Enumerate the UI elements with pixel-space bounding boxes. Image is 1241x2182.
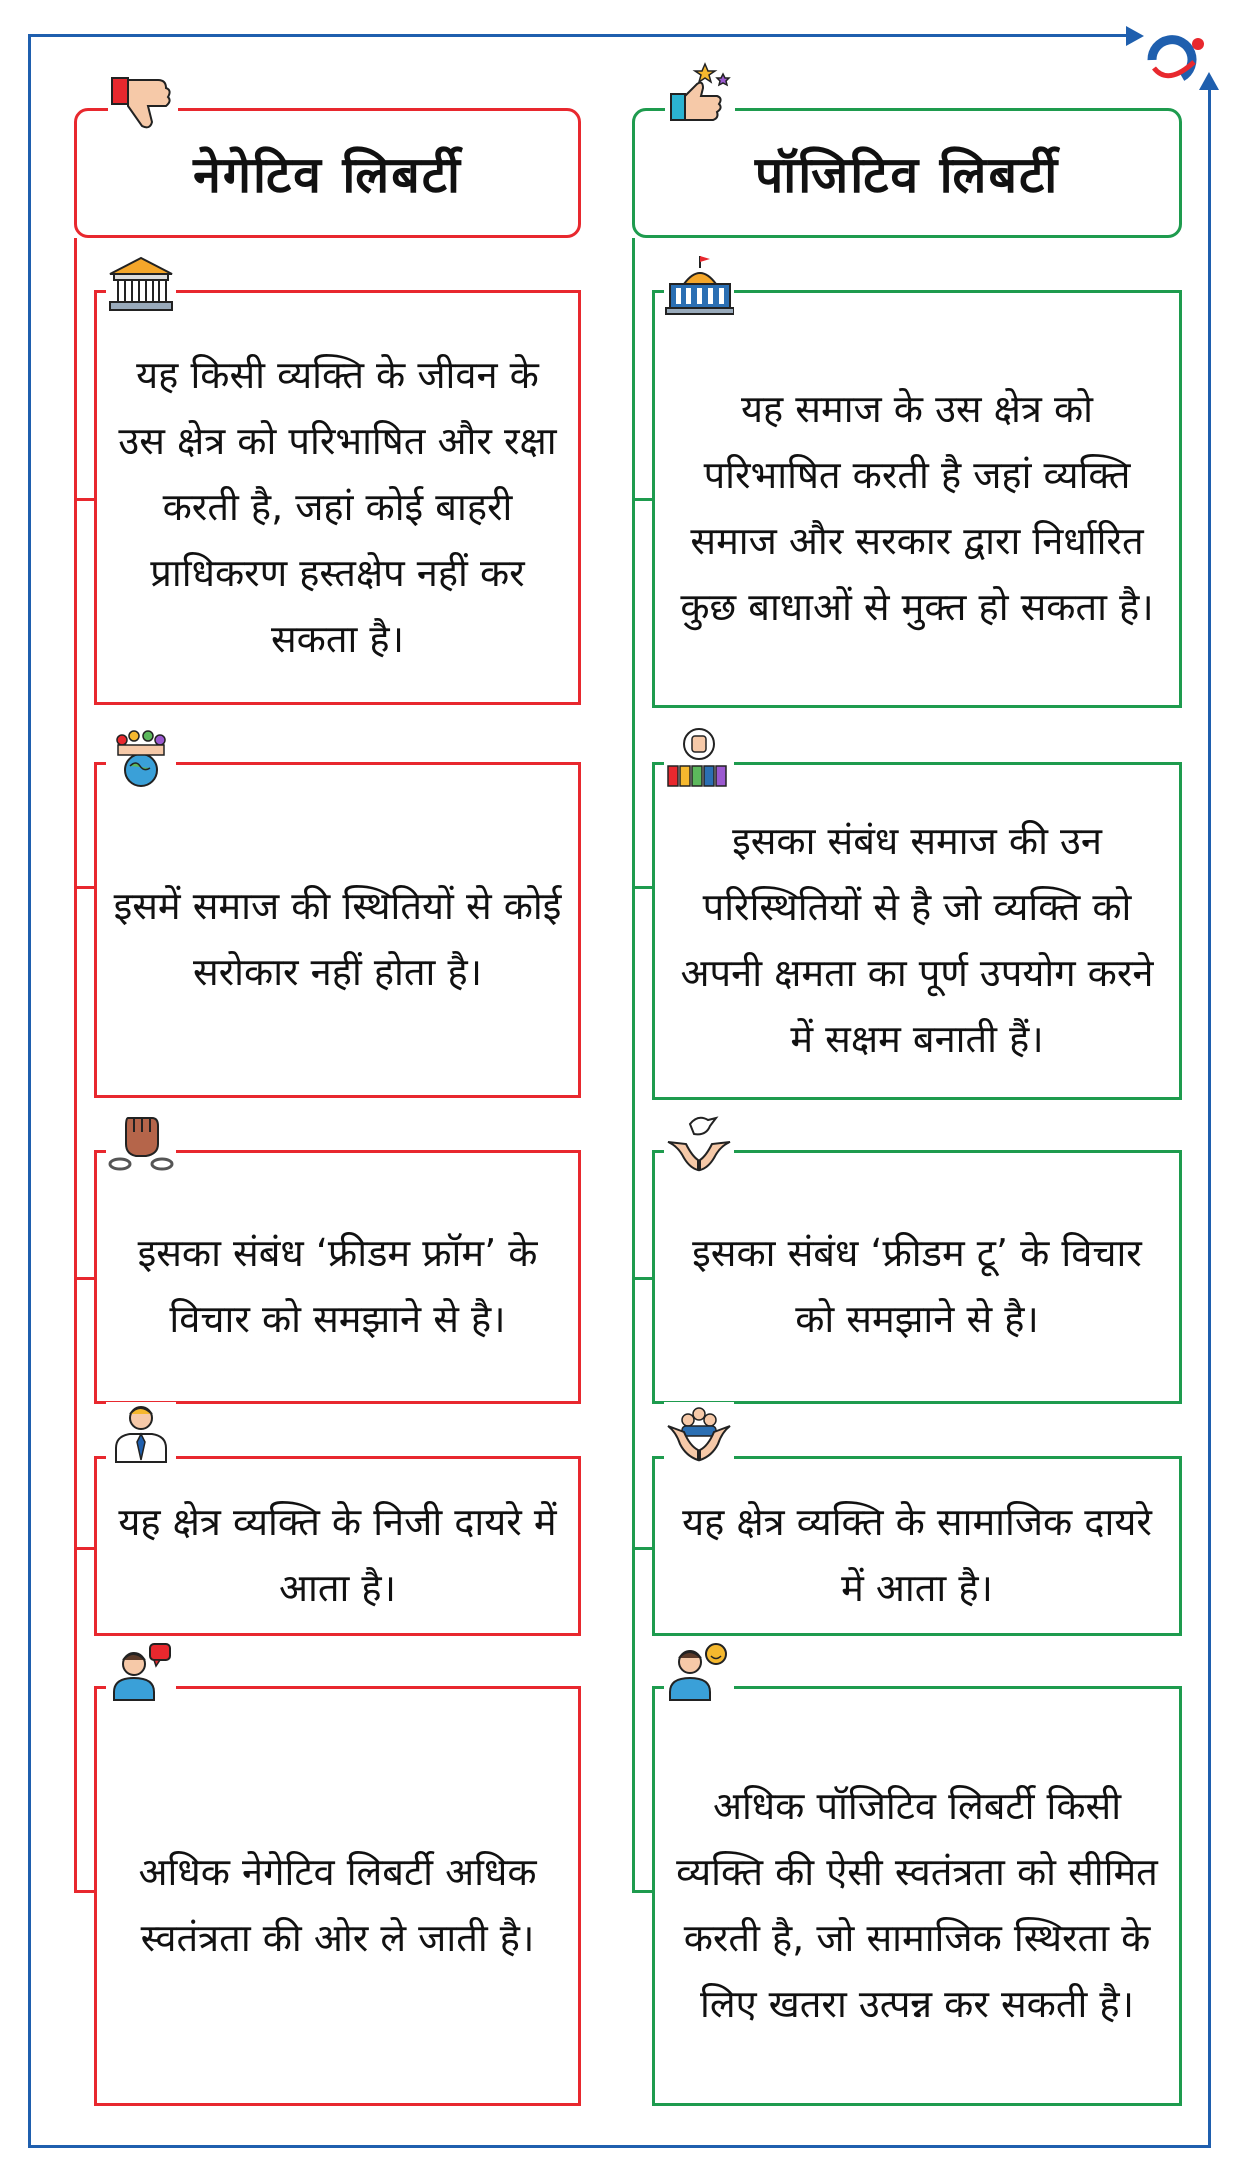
negative-card-1-text: यह किसी व्यक्ति के जीवन के उस क्षेत्र को परिभाषित और रक्षा करती है, जहां कोई बाहरी प्राधिकरण हस्तक्षेप नहीं कर सकता है। [118, 352, 557, 661]
positive-card-4 [652, 1456, 1182, 1636]
thumbs-up-stars-icon [665, 62, 735, 124]
positive-liberty-header [632, 108, 1182, 238]
negative-card-3 [94, 1150, 581, 1404]
negative-card-2-text: इसमें समाज की स्थितियों से कोई सरोकार नहीं होता है। [113, 884, 562, 994]
positive-connector-stub [632, 1547, 652, 1550]
negative-connector-stub [74, 1277, 94, 1280]
businessman-icon [106, 1402, 176, 1464]
hands-community-icon [664, 1402, 734, 1464]
people-smile-icon [664, 1640, 734, 1702]
positive-card-1-text: यह समाज के उस क्षेत्र को परिभाषित करती है जहां व्यक्ति समाज और सरकार द्वारा निर्धारित कुछ बाधाओं से मुक्त हो सकता है। [680, 387, 1154, 629]
positive-connector-stub [632, 1277, 652, 1280]
frame-right-line [1208, 90, 1211, 2148]
negative-connector-stub [74, 1547, 94, 1550]
positive-card-3 [652, 1150, 1182, 1404]
broken-chain-fist-icon [106, 1112, 176, 1174]
negative-connector-stub [74, 498, 94, 501]
government-building-icon [106, 254, 176, 316]
negative-card-2 [94, 762, 581, 1098]
negative-card-3-text: इसका संबंध ‘फ्रीडम फ्रॉम’ के विचार को समझाने से है। [137, 1231, 538, 1341]
frame-top-line [28, 34, 1128, 37]
frame-left-line [28, 34, 31, 2148]
negative-connector-stub [74, 1890, 94, 1893]
negative-connector-line [74, 238, 77, 1890]
negative-connector-stub [74, 886, 94, 889]
positive-connector-stub [632, 498, 652, 501]
positive-card-4-text: यह क्षेत्र व्यक्ति के सामाजिक दायरे में आता है। [682, 1500, 1152, 1610]
positive-connector-stub [632, 1890, 652, 1893]
positive-card-2 [652, 762, 1182, 1100]
positive-liberty-title: पॉजिटिव लिबर्टी [754, 146, 1060, 204]
person-speech-icon [106, 1640, 176, 1702]
positive-card-2-text: इसका संबंध समाज की उन परिस्थितियों से है जो व्यक्ति को अपनी क्षमता का पूर्ण उपयोग करने में सक्षम बनाती हैं। [680, 819, 1154, 1061]
positive-card-5-text: अधिक पॉजिटिव लिबर्टी किसी व्यक्ति की ऐसी स्वतंत्रता को सीमित करती है, जो सामाजिक स्थिरता के लिए खतरा उत्पन्न कर सकती है। [676, 1784, 1158, 2026]
positive-connector-stub [632, 886, 652, 889]
negative-card-1 [94, 290, 581, 705]
negative-liberty-title: नेगेटिव लिबर्टी [193, 146, 462, 204]
negative-card-5 [94, 1686, 581, 2106]
positive-card-5 [652, 1686, 1182, 2106]
hands-dove-icon [664, 1112, 734, 1174]
raised-fist-crowd-icon [664, 726, 734, 788]
brand-logo-icon [1140, 30, 1210, 90]
negative-card-4 [94, 1456, 581, 1636]
globe-people-icon [106, 726, 176, 788]
positive-connector-line [632, 238, 635, 1890]
negative-card-5-text: अधिक नेगेटिव लिबर्टी अधिक स्वतंत्रता की ओर ले जाती है। [138, 1850, 537, 1960]
positive-card-3-text: इसका संबंध ‘फ्रीडम टू’ के विचार को समझाने से है। [692, 1231, 1142, 1341]
frame-bottom-line [28, 2145, 1211, 2148]
capitol-building-icon [664, 254, 734, 316]
positive-card-1 [652, 290, 1182, 708]
thumbs-down-icon [108, 72, 178, 134]
negative-card-4-text: यह क्षेत्र व्यक्ति के निजी दायरे में आता है। [118, 1500, 557, 1610]
